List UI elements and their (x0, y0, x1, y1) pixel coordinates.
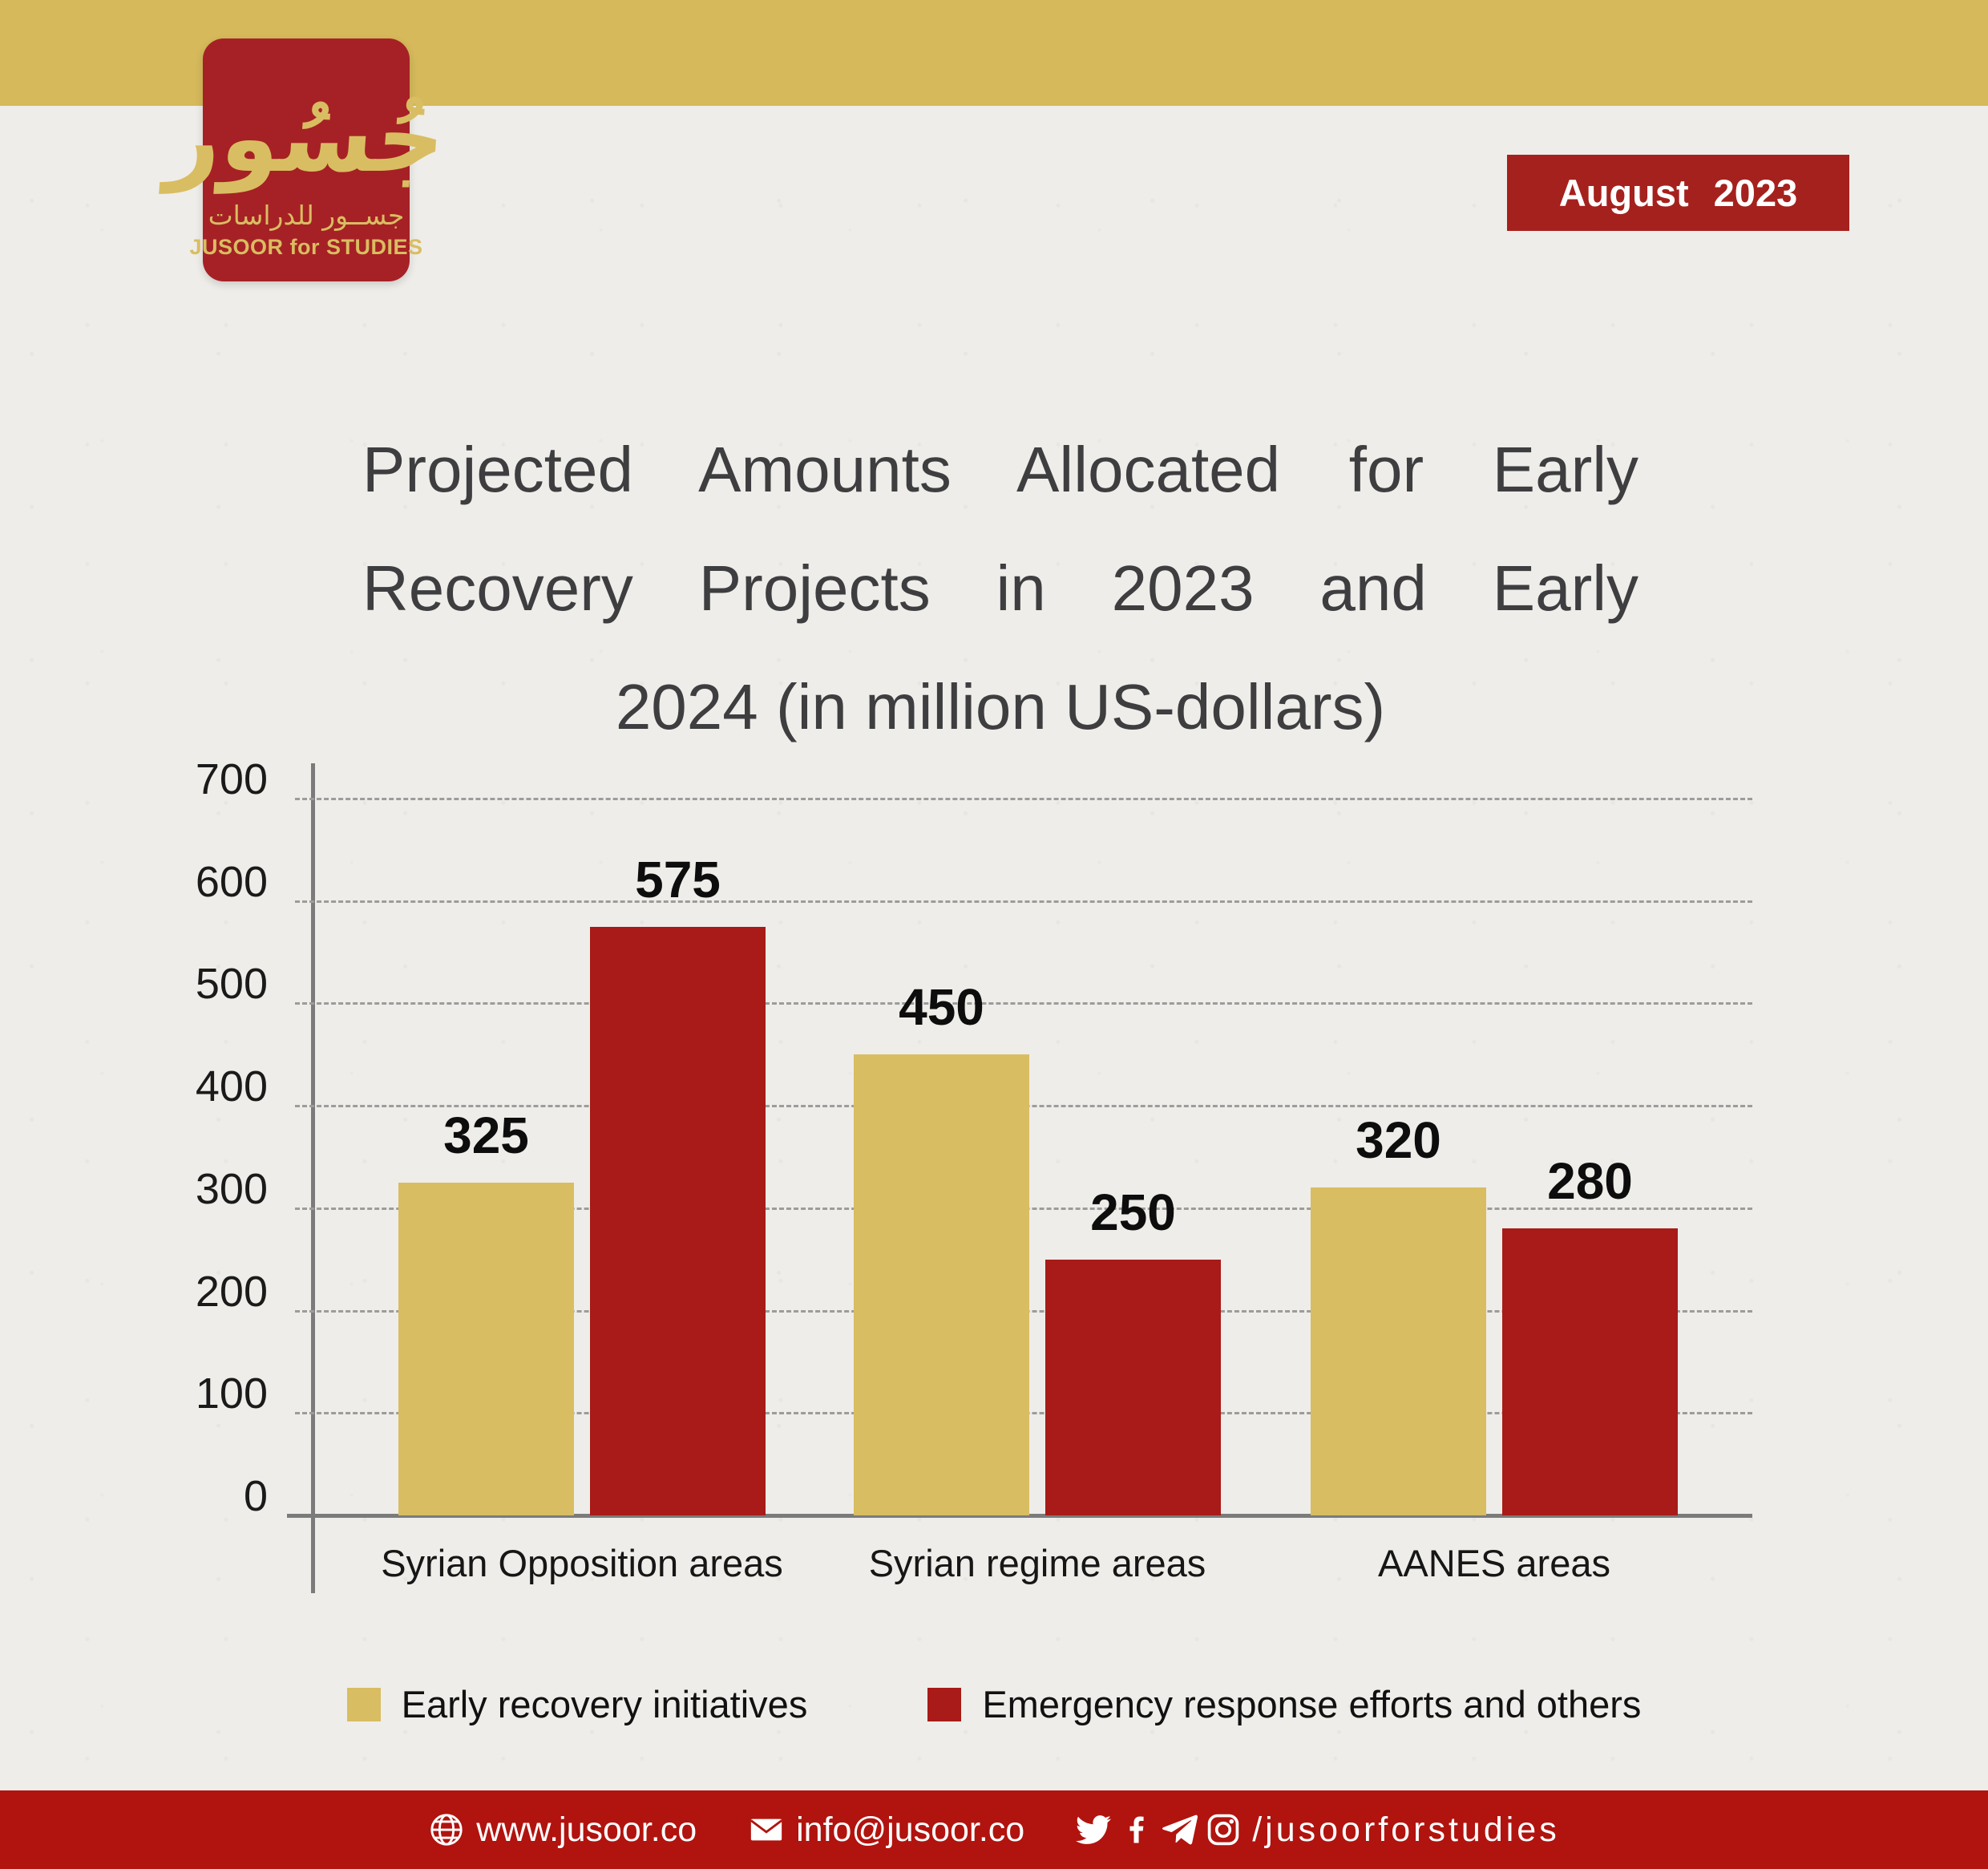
bar-value-label: 575 (635, 850, 721, 908)
gridline-700 (295, 798, 1752, 800)
legend-swatch-gold (347, 1688, 381, 1721)
footer-bar (0, 1790, 1988, 1869)
bar-value-label: 250 (1090, 1183, 1176, 1241)
y-tick-label-300: 300 (195, 1164, 268, 1213)
chart-legend (0, 1682, 1988, 1726)
y-tick-label-400: 400 (195, 1062, 268, 1111)
chart-title-line-3: 2024 (in million US-dollars) (615, 671, 1386, 742)
instagram-icon (1206, 1812, 1241, 1847)
x-category-label: Syrian Opposition areas (381, 1542, 783, 1584)
chart-title-line-1: Projected Amounts Allocated for Early (362, 434, 1638, 505)
social-icons (1076, 1812, 1241, 1847)
footer-email: info@jusoor.co (796, 1810, 1025, 1849)
twitter-icon (1076, 1812, 1111, 1847)
logo-arabic-name: جســور للدراسات (208, 200, 405, 231)
bar-syrian-opposition-areas-s1 (590, 927, 766, 1515)
logo-latin-name: JUSOOR for STUDIES (189, 235, 423, 259)
globe-icon (428, 1811, 465, 1848)
bar-value-label: 280 (1547, 1152, 1633, 1211)
y-tick-label-200: 200 (195, 1267, 268, 1316)
x-category-label: Syrian regime areas (868, 1542, 1206, 1584)
chart-title (362, 411, 1638, 767)
legend-swatch-red (927, 1688, 961, 1721)
x-category-label: AANES areas (1378, 1542, 1610, 1584)
bar-aanes-areas-s0 (1311, 1187, 1486, 1515)
logo-calligraphy-mark: جُسُور (163, 83, 450, 193)
footer-social-group (1076, 1810, 1560, 1850)
bar-value-label: 450 (899, 978, 984, 1037)
bar-syrian-regime-areas-s1 (1045, 1260, 1221, 1515)
y-axis-line (311, 763, 315, 1593)
facebook-icon (1119, 1812, 1154, 1847)
footer-social-handle: /jusoorforstudies (1252, 1810, 1560, 1849)
footer-website: www.jusoor.co (476, 1810, 697, 1849)
y-tick-label-500: 500 (195, 960, 268, 1009)
y-tick-label-0: 0 (243, 1472, 268, 1520)
footer-website-group (428, 1810, 697, 1850)
y-tick-label-100: 100 (195, 1369, 268, 1418)
footer-email-group (748, 1810, 1024, 1850)
legend-item-emergency-response (927, 1682, 1641, 1726)
y-tick-label-700: 700 (195, 755, 268, 803)
y-tick-label-600: 600 (195, 857, 268, 906)
bar-syrian-regime-areas-s0 (854, 1054, 1029, 1515)
legend-label: Emergency response efforts and others (982, 1683, 1642, 1725)
envelope-icon (748, 1811, 785, 1848)
bar-syrian-opposition-areas-s0 (398, 1183, 574, 1515)
legend-label: Early recovery initiatives (401, 1683, 808, 1725)
date-badge: August 2023 (1507, 155, 1849, 231)
telegram-icon (1162, 1812, 1198, 1847)
gridline-600 (295, 900, 1752, 903)
chart-title-line-2: Recovery Projects in 2023 and Early (362, 552, 1638, 624)
jusoor-logo (163, 38, 450, 281)
bar-aanes-areas-s1 (1502, 1228, 1678, 1515)
bar-value-label: 325 (443, 1106, 529, 1164)
legend-item-early-recovery (347, 1682, 808, 1726)
bar-value-label: 320 (1356, 1111, 1441, 1170)
